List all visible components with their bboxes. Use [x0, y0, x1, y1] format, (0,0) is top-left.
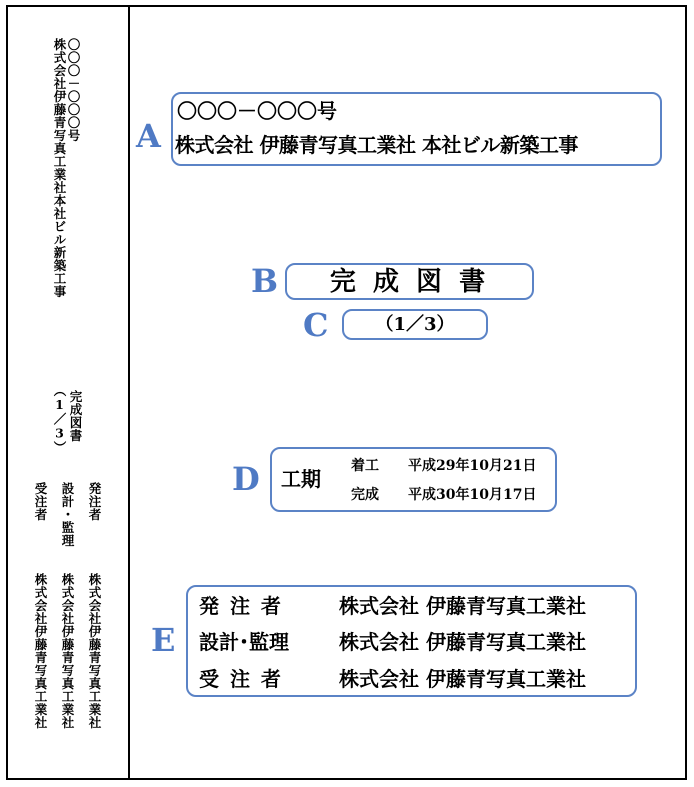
- label-b: B: [251, 262, 279, 300]
- period-label: 工期: [281, 467, 321, 491]
- role-contractor: 受 注 者: [199, 667, 283, 691]
- section-c-box: [342, 309, 488, 340]
- spine-volume: （1／3）: [52, 384, 67, 454]
- company-contractor: 株式会社 伊藤青写真工業社: [339, 667, 586, 691]
- role-orderer: 発 注 者: [199, 594, 283, 618]
- spine-divider: [128, 5, 130, 780]
- label-e: E: [151, 621, 176, 659]
- section-d-box: [270, 447, 557, 512]
- spine-role-name-design: 株式会社伊藤青写真工業社: [60, 573, 75, 729]
- spine-role-name-contractor: 株式会社伊藤青写真工業社: [33, 573, 48, 729]
- label-a: A: [136, 117, 161, 155]
- spine-role-label-contractor: 受注者: [33, 482, 48, 521]
- project-name: 株式会社 伊藤青写真工業社 本社ビル新築工事: [175, 133, 578, 157]
- spine-number: 〇〇〇－〇〇〇号: [66, 38, 81, 142]
- document-number: 〇〇〇－〇〇〇号: [177, 99, 337, 123]
- spine-role-label-orderer: 発注者: [87, 482, 102, 521]
- volume-indicator: （1／3）: [375, 314, 455, 335]
- section-a-box: [171, 92, 662, 166]
- spine-doc-title: 完成図書: [68, 390, 83, 442]
- role-design-supervision: 設計･監理: [199, 630, 289, 654]
- doc-title: 完 成 図 書: [329, 267, 490, 297]
- company-design-supervision: 株式会社 伊藤青写真工業社: [339, 630, 586, 654]
- section-b-box: [285, 263, 534, 300]
- spine-company-project: 株式会社伊藤青写真工業社本社ビル新築工事: [52, 38, 67, 298]
- spine-role-name-orderer: 株式会社伊藤青写真工業社: [87, 573, 102, 729]
- section-e-box: [186, 585, 637, 697]
- end-label: 完成: [351, 487, 379, 503]
- company-orderer: 株式会社 伊藤青写真工業社: [339, 594, 586, 618]
- label-d: D: [232, 460, 260, 498]
- spine-role-label-design: 設計・監理: [60, 482, 75, 547]
- start-date: 平成29年10月21日: [408, 458, 537, 474]
- end-date: 平成30年10月17日: [408, 487, 537, 503]
- start-label: 着工: [351, 458, 379, 474]
- label-c: C: [303, 306, 329, 344]
